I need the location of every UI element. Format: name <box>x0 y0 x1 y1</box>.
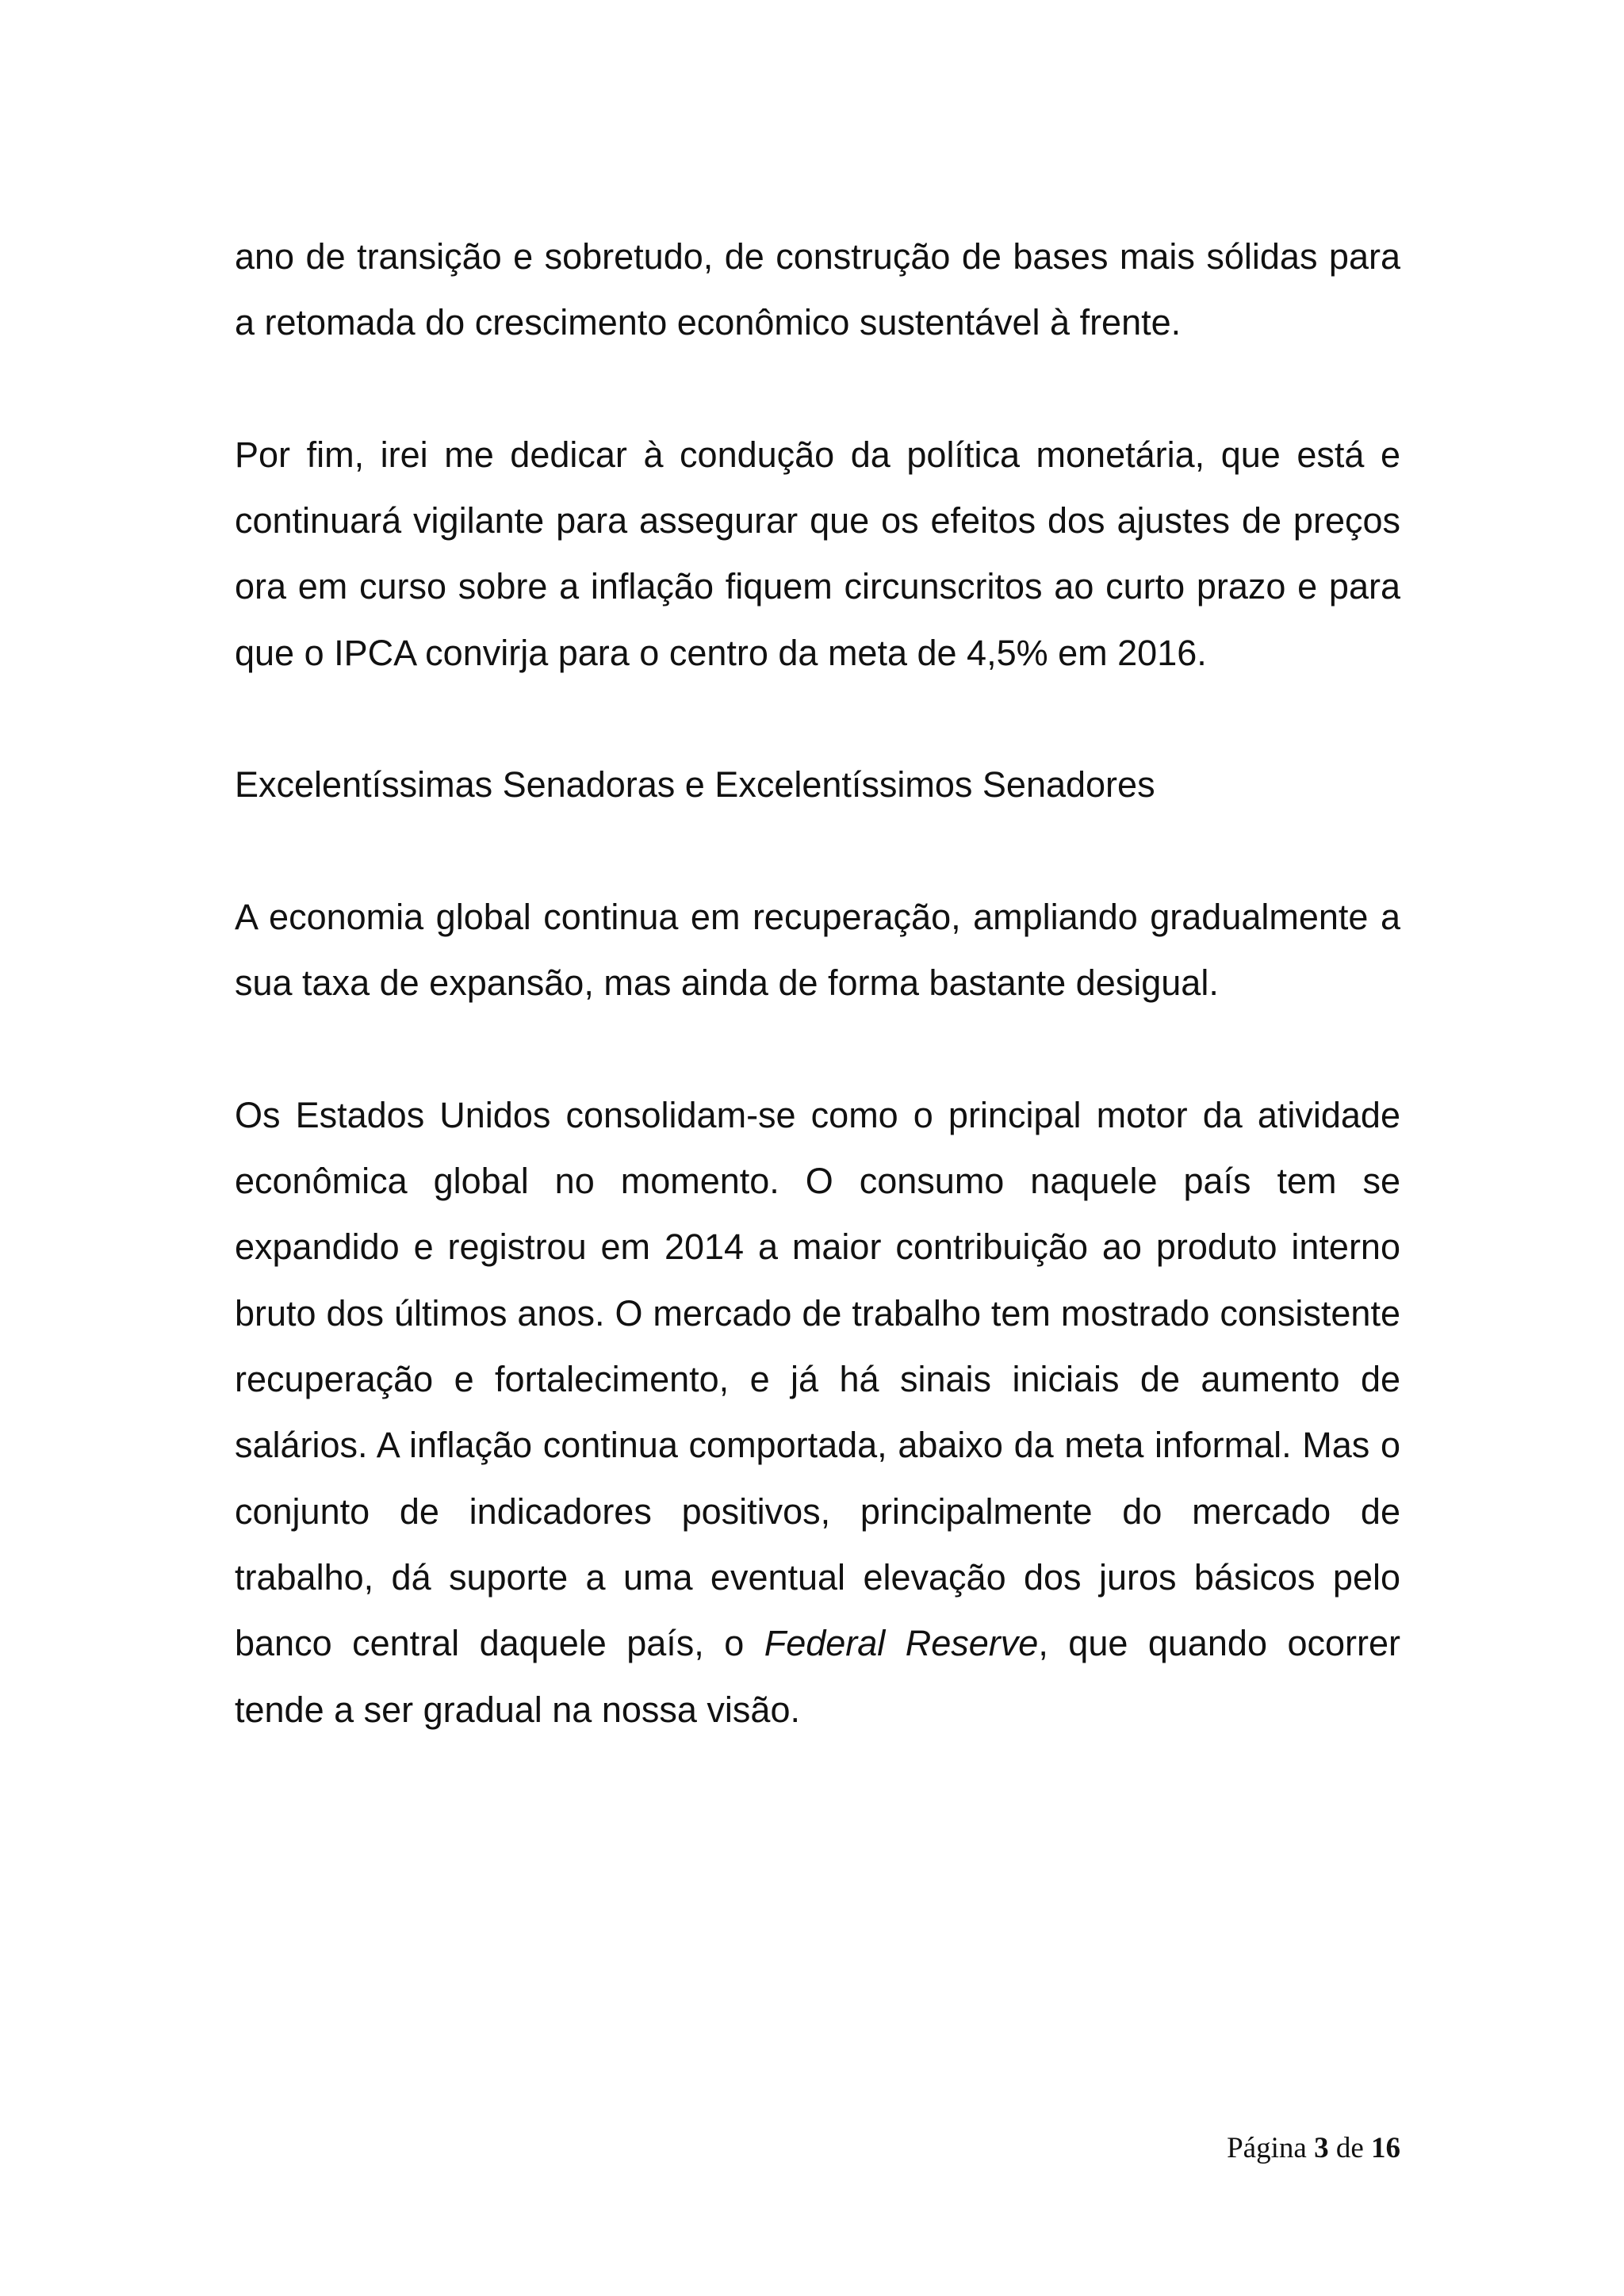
total-page-count: 16 <box>1371 2132 1400 2164</box>
paragraph-spacer <box>235 1016 1400 1082</box>
paragraph-monetary-policy: Por fim, irei me dedicar à condução da política monetária, que está e continuará vigilante para assegurar que os efeitos dos ajustes de preços ora em curso sobre a inflação fiquem circunscritos ao curto prazo e para que o IPCA convirja para o centro da meta de 4,5% em 2016. <box>235 434 1400 673</box>
paragraph-spacer <box>235 686 1400 752</box>
page-label: Página <box>1227 2132 1307 2164</box>
paragraph-spacer <box>235 356 1400 422</box>
document-body <box>235 224 1400 1743</box>
paragraph-text-part: , que quando ocorrer tende a ser gradual na nossa visão. <box>235 1623 1400 1730</box>
federal-reserve-term: Federal Reserve <box>764 1623 1039 1664</box>
page-number-footer <box>1227 2131 1400 2165</box>
paragraph-united-states <box>235 1082 1400 1743</box>
paragraph-spacer <box>235 818 1400 884</box>
paragraph-text-part: Os Estados Unidos consolidam-se como o principal motor da atividade econômica global no momento. O consumo naquele país tem se expandido e registrou em 2014 a maior contribuição ao produto interno bruto dos últimos anos. O mercado de trabalho tem mostrado consistente recuperação e fortalecimento, e já há sinais iniciais de aumento de salários. A inflação continua comportada, abaixo da meta informal. Mas o conjunto de indicadores positivos, principalmente do mercado de trabalho, dá suporte a uma eventual elevação dos juros básicos pelo banco central daquele país, o <box>235 1094 1400 1664</box>
paragraph-salutation: Excelentíssimas Senadoras e Excelentíssimos Senadores <box>235 764 1155 806</box>
current-page-number: 3 <box>1314 2132 1329 2164</box>
paragraph-global-economy: A economia global continua em recuperação, ampliando gradualmente a sua taxa de expansão, mas ainda de forma bastante desigual. <box>235 896 1400 1004</box>
page-separator: de <box>1335 2132 1364 2164</box>
paragraph-transition-year: ano de transição e sobretudo, de construção de bases mais sólidas para a retomada do crescimento econômico sustentável à frente. <box>235 236 1400 343</box>
